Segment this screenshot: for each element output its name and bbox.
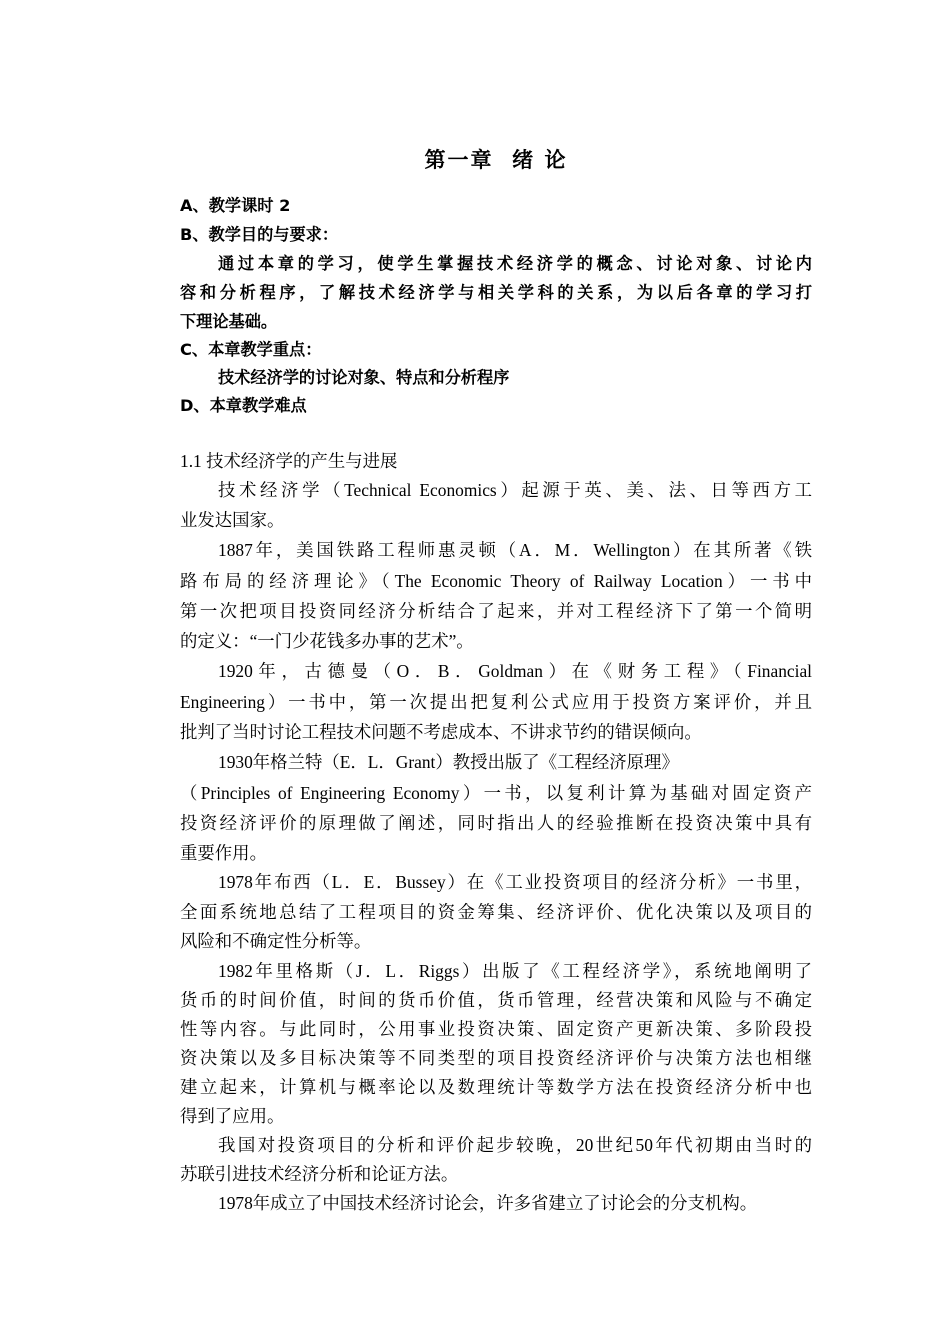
- paragraph-line: 1930年格兰特（E．L．Grant）教授出版了《工程经济原理》: [218, 752, 679, 772]
- paragraph-line: 的定义：“一门少花钱多办事的艺术”。: [180, 631, 474, 651]
- paragraph-line: 性等内容。与此同时，公用事业投资决策、固定资产更新决策、多阶段投: [180, 1019, 812, 1039]
- chapter-title: 第一章 绪 论: [424, 147, 568, 172]
- teaching-goals-heading: B、教学目的与要求：: [180, 225, 339, 244]
- paragraph-line: 全面系统地总结了工程项目的资金筹集、经济评价、优化决策以及项目的: [180, 902, 812, 922]
- paragraph-line: 1978年布西（L．E．Bussey）在《工业投资项目的经济分析》一书里，: [218, 872, 812, 892]
- teaching-hours-line: A、教学课时 2: [180, 196, 291, 215]
- paragraph-line: 建立起来，计算机与概率论以及数理统计等数学方法在投资经济分析中也: [180, 1077, 812, 1097]
- paragraph-line: 苏联引进技术经济分析和论证方法。: [180, 1164, 459, 1184]
- paragraph-line: （Principles of Engineering Economy）一书，以复利计算为基础对固定资产: [180, 783, 812, 803]
- paragraph-line: 重要作用。: [180, 843, 267, 863]
- paragraph-line: 1978年成立了中国技术经济讨论会，许多省建立了讨论会的分支机构。: [218, 1193, 758, 1213]
- paragraph-line: 路布局的经济理论》（The Economic Theory of Railway Location）一书中: [180, 571, 812, 591]
- paragraph-line: Engineering）一书中，第一次提出把复利公式应用于投资方案评价，并且: [180, 692, 812, 712]
- paragraph-line: 风险和不确定性分析等。: [180, 931, 372, 951]
- difficulties-heading: D、本章教学难点: [180, 396, 307, 415]
- paragraph-line: 投资经济评价的原理做了阐述，同时指出人的经验推断在投资决策中具有: [180, 813, 812, 833]
- paragraph-line: 技术经济学（Technical Economics）起源于英、美、法、日等西方工: [218, 480, 812, 500]
- key-points-heading: C、本章教学重点：: [180, 340, 322, 359]
- paragraph-line: 第一次把项目投资同经济分析结合了起来，并对工程经济下了第一个简明: [180, 601, 812, 621]
- paragraph-line: 业发达国家。: [180, 510, 285, 530]
- paragraph-line: 得到了应用。: [180, 1106, 285, 1126]
- paragraph-line: 资决策以及多目标决策等不同类型的项目投资经济评价与决策方法也相继: [180, 1048, 812, 1068]
- paragraph-line: 货币的时间价值，时间的货币价值，货币管理，经营决策和风险与不确定: [180, 990, 812, 1010]
- paragraph-line: 1982年里格斯（J．L．Riggs）出版了《工程经济学》，系统地阐明了: [218, 961, 812, 981]
- teaching-goals-text-line: 容和分析程序，了解技术经济学与相关学科的关系，为以后各章的学习打: [180, 283, 812, 302]
- teaching-goals-text-line: 通过本章的学习，使学生掌握技术经济学的概念、讨论对象、讨论内: [218, 254, 812, 273]
- paragraph-line: 我国对投资项目的分析和评价起步较晚，20世纪50年代初期由当时的: [218, 1135, 812, 1155]
- teaching-goals-text-line: 下理论基础。: [180, 312, 278, 331]
- paragraph-line: 批判了当时讨论工程技术问题不考虑成本、不讲求节约的错误倾向。: [180, 722, 702, 742]
- paragraph-line: 1887年，美国铁路工程师惠灵顿（A．M．Wellington）在其所著《铁: [218, 540, 812, 560]
- key-points-text: 技术经济学的讨论对象、特点和分析程序: [218, 368, 510, 387]
- paragraph-line: 1920年，古德曼（O．B．Goldman）在《财务工程》（Financial: [218, 661, 812, 681]
- section-heading: 1.1 技术经济学的产生与进展: [180, 451, 398, 471]
